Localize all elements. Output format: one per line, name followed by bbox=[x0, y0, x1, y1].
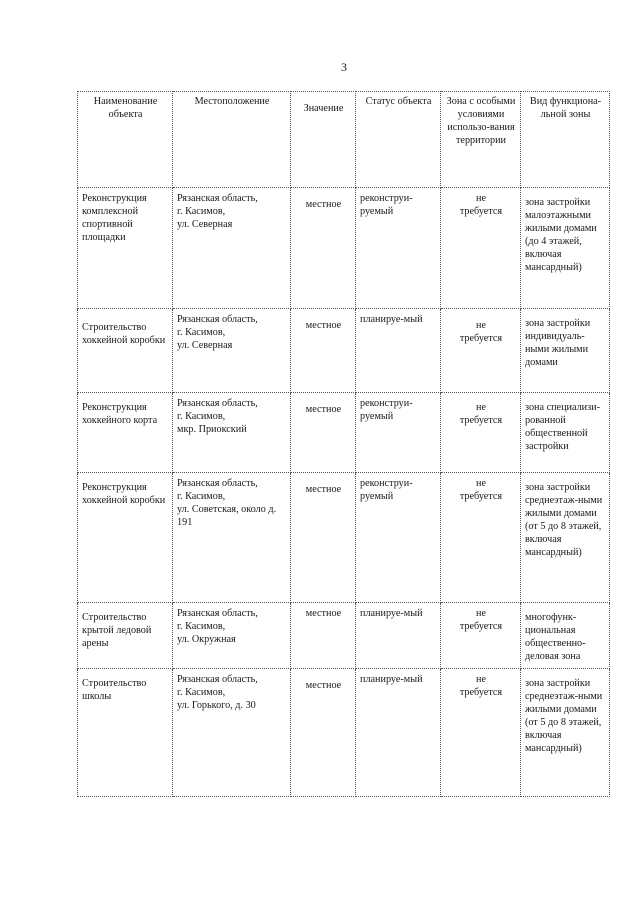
table-row bbox=[78, 393, 610, 473]
header-significance: Значение bbox=[291, 92, 356, 188]
cell-status: планируе-мый bbox=[356, 669, 441, 797]
table-row bbox=[78, 309, 610, 393]
cell-zone: не требуется bbox=[441, 188, 521, 309]
table-row bbox=[78, 188, 610, 309]
cell-significance: местное bbox=[291, 309, 356, 393]
cell-function-zone: зона застройки индивидуаль-ными жилыми домами bbox=[521, 309, 610, 393]
cell-zone: не требуется bbox=[441, 669, 521, 797]
cell-function-zone: зона застройки среднеэтаж-ными жилыми домами (от 5 до 8 этажей, включая мансардный) bbox=[521, 669, 610, 797]
cell-function-zone: зона застройки малоэтажными жилыми домами (до 4 этажей, включая мансардный) bbox=[521, 188, 610, 309]
header-function-zone: Вид функциона-льной зоны bbox=[521, 92, 610, 188]
cell-function-zone: зона застройки среднеэтаж-ными жилыми домами (от 5 до 8 этажей, включая мансардный) bbox=[521, 473, 610, 603]
cell-status: реконструи-руемый bbox=[356, 393, 441, 473]
cell-location: Рязанская область, г. Касимов, ул. Горького, д. 30 bbox=[173, 669, 291, 797]
header-name: Наименование объекта bbox=[78, 92, 173, 188]
cell-location: Рязанская область, г. Касимов, ул. Северная bbox=[173, 188, 291, 309]
cell-zone: не требуется bbox=[441, 473, 521, 603]
header-location: Местоположение bbox=[173, 92, 291, 188]
cell-name: Строительство хоккейной коробки bbox=[78, 309, 173, 393]
cell-status: планируе-мый bbox=[356, 603, 441, 669]
cell-name: Строительство школы bbox=[78, 669, 173, 797]
cell-name: Реконструкция комплексной спортивной площадки bbox=[78, 188, 173, 309]
cell-name: Реконструкция хоккейной коробки bbox=[78, 473, 173, 603]
table-row bbox=[78, 473, 610, 603]
cell-status: планируе-мый bbox=[356, 309, 441, 393]
cell-status: реконструи-руемый bbox=[356, 188, 441, 309]
cell-zone: не требуется bbox=[441, 603, 521, 669]
cell-status: реконструи-руемый bbox=[356, 473, 441, 603]
cell-significance: местное bbox=[291, 393, 356, 473]
cell-location: Рязанская область, г. Касимов, ул. Советская, около д. 191 bbox=[173, 473, 291, 603]
header-zone: Зона с особыми условиями использо-вания территории bbox=[441, 92, 521, 188]
table-header-row bbox=[78, 92, 610, 188]
cell-zone: не требуется bbox=[441, 393, 521, 473]
table-row bbox=[78, 669, 610, 797]
cell-significance: местное bbox=[291, 473, 356, 603]
cell-significance: местное bbox=[291, 669, 356, 797]
cell-name: Строительство крытой ледовой арены bbox=[78, 603, 173, 669]
cell-zone: не требуется bbox=[441, 309, 521, 393]
cell-significance: местное bbox=[291, 188, 356, 309]
page-number: 3 bbox=[341, 60, 347, 74]
cell-significance: местное bbox=[291, 603, 356, 669]
cell-function-zone: зона специализи-рованной общественной застройки bbox=[521, 393, 610, 473]
cell-function-zone: многофунк-циональная общественно-деловая зона bbox=[521, 603, 610, 669]
header-status: Статус объекта bbox=[356, 92, 441, 188]
cell-location: Рязанская область, г. Касимов, ул. Северная bbox=[173, 309, 291, 393]
cell-location: Рязанская область, г. Касимов, ул. Окружная bbox=[173, 603, 291, 669]
cell-name: Реконструкция хоккейного корта bbox=[78, 393, 173, 473]
objects-table bbox=[77, 91, 610, 797]
table-row bbox=[78, 603, 610, 669]
cell-location: Рязанская область, г. Касимов, мкр. Приокский bbox=[173, 393, 291, 473]
